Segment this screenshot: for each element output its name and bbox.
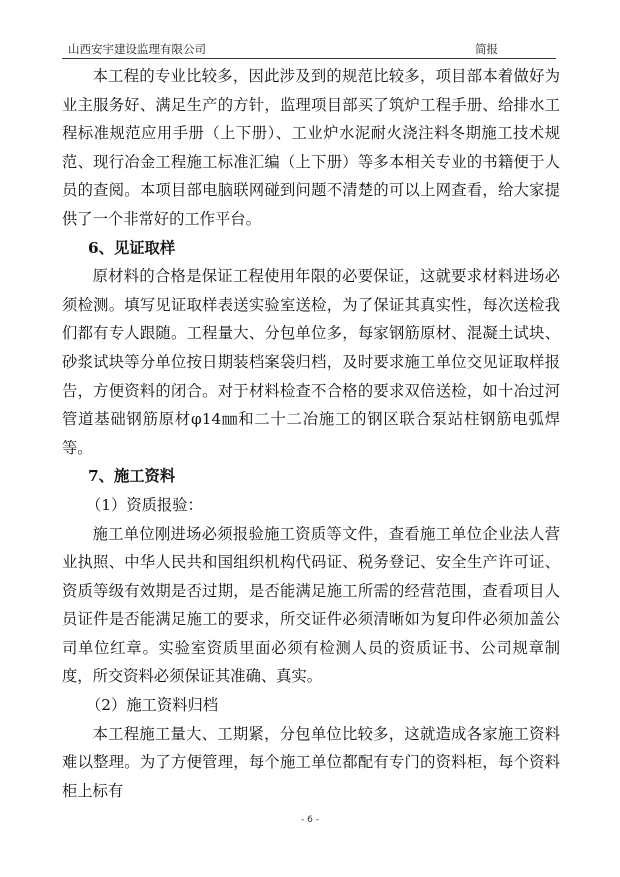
paragraph-witness-sampling: 原材料的合格是保证工程使用年限的必要保证，这就要求材料进场必须检测。填写见证取样表送实验室送检，为了保证其真实性，每次送检我们都有专人跟随。工程量大、分包单位多，每家钢筋原材、混凝土试块、砂浆试块等分单位按日期装档案袋归档，及时要求施工单位交见证取样报告，方便资料的闭合。对于材料检查不合格的要求双倍送检，如十冶过河管道基础钢筋原材φ14㎜和二十二冶施工的钢区联合泵站柱钢筋电弧焊等。 — [62, 267, 560, 457]
header-document-type: 简报 — [475, 42, 498, 56]
page-header — [62, 40, 556, 58]
header-company-name: 山西安宇建设监理有限公司 — [68, 42, 206, 56]
paragraph-archiving: 本工程施工量大、工期紧，分包单位比较多，这就造成各家施工资料难以整理。为了方便管理，每个施工单位都配有专门的资料柜，每个资料柜上标有 — [62, 724, 560, 800]
document-body — [62, 62, 560, 805]
page-number: - 6 - — [301, 815, 319, 825]
paragraph-qualification: 施工单位刚进场必须报验施工资质等文件，查看施工单位企业法人营业执照、中华人民共和国组织机构代码证、税务登记、安全生产许可证、资质等级有效期是否过期，是否能满足施工所需的经营范围，查看项目人员证件是否能满足施工的要求，所交证件必须清晰如为复印件必须加盖公司单位红章。实验室资质里面必须有检测人员的资质证书、公司规章制度，所交资料必须保证其准确、真实。 — [62, 524, 560, 686]
header-divider — [62, 58, 556, 59]
section-heading-construction-documents: 7、施工资料 — [88, 467, 176, 486]
section-heading-witness-sampling: 6、见证取样 — [88, 238, 176, 257]
subsection-heading-archiving: （2）施工资料归档 — [86, 696, 219, 715]
paragraph-reference-books: 本工程的专业比较多，因此涉及到的规范比较多，项目部本着做好为业主服务好、满足生产的方针，监理项目部买了筑炉工程手册、给排水工程标准规范应用手册（上下册）、工业炉水泥耐火浇注料冬期施工技术规范、现行冶金工程施工标准汇编（上下册）等多本相关专业的书籍便于人员的查阅。本项目部电脑联网碰到问题不清楚的可以上网查看，给大家提供了一个非常好的工作平台。 — [62, 67, 560, 228]
subsection-heading-qualification: （1）资质报验： — [86, 495, 203, 514]
